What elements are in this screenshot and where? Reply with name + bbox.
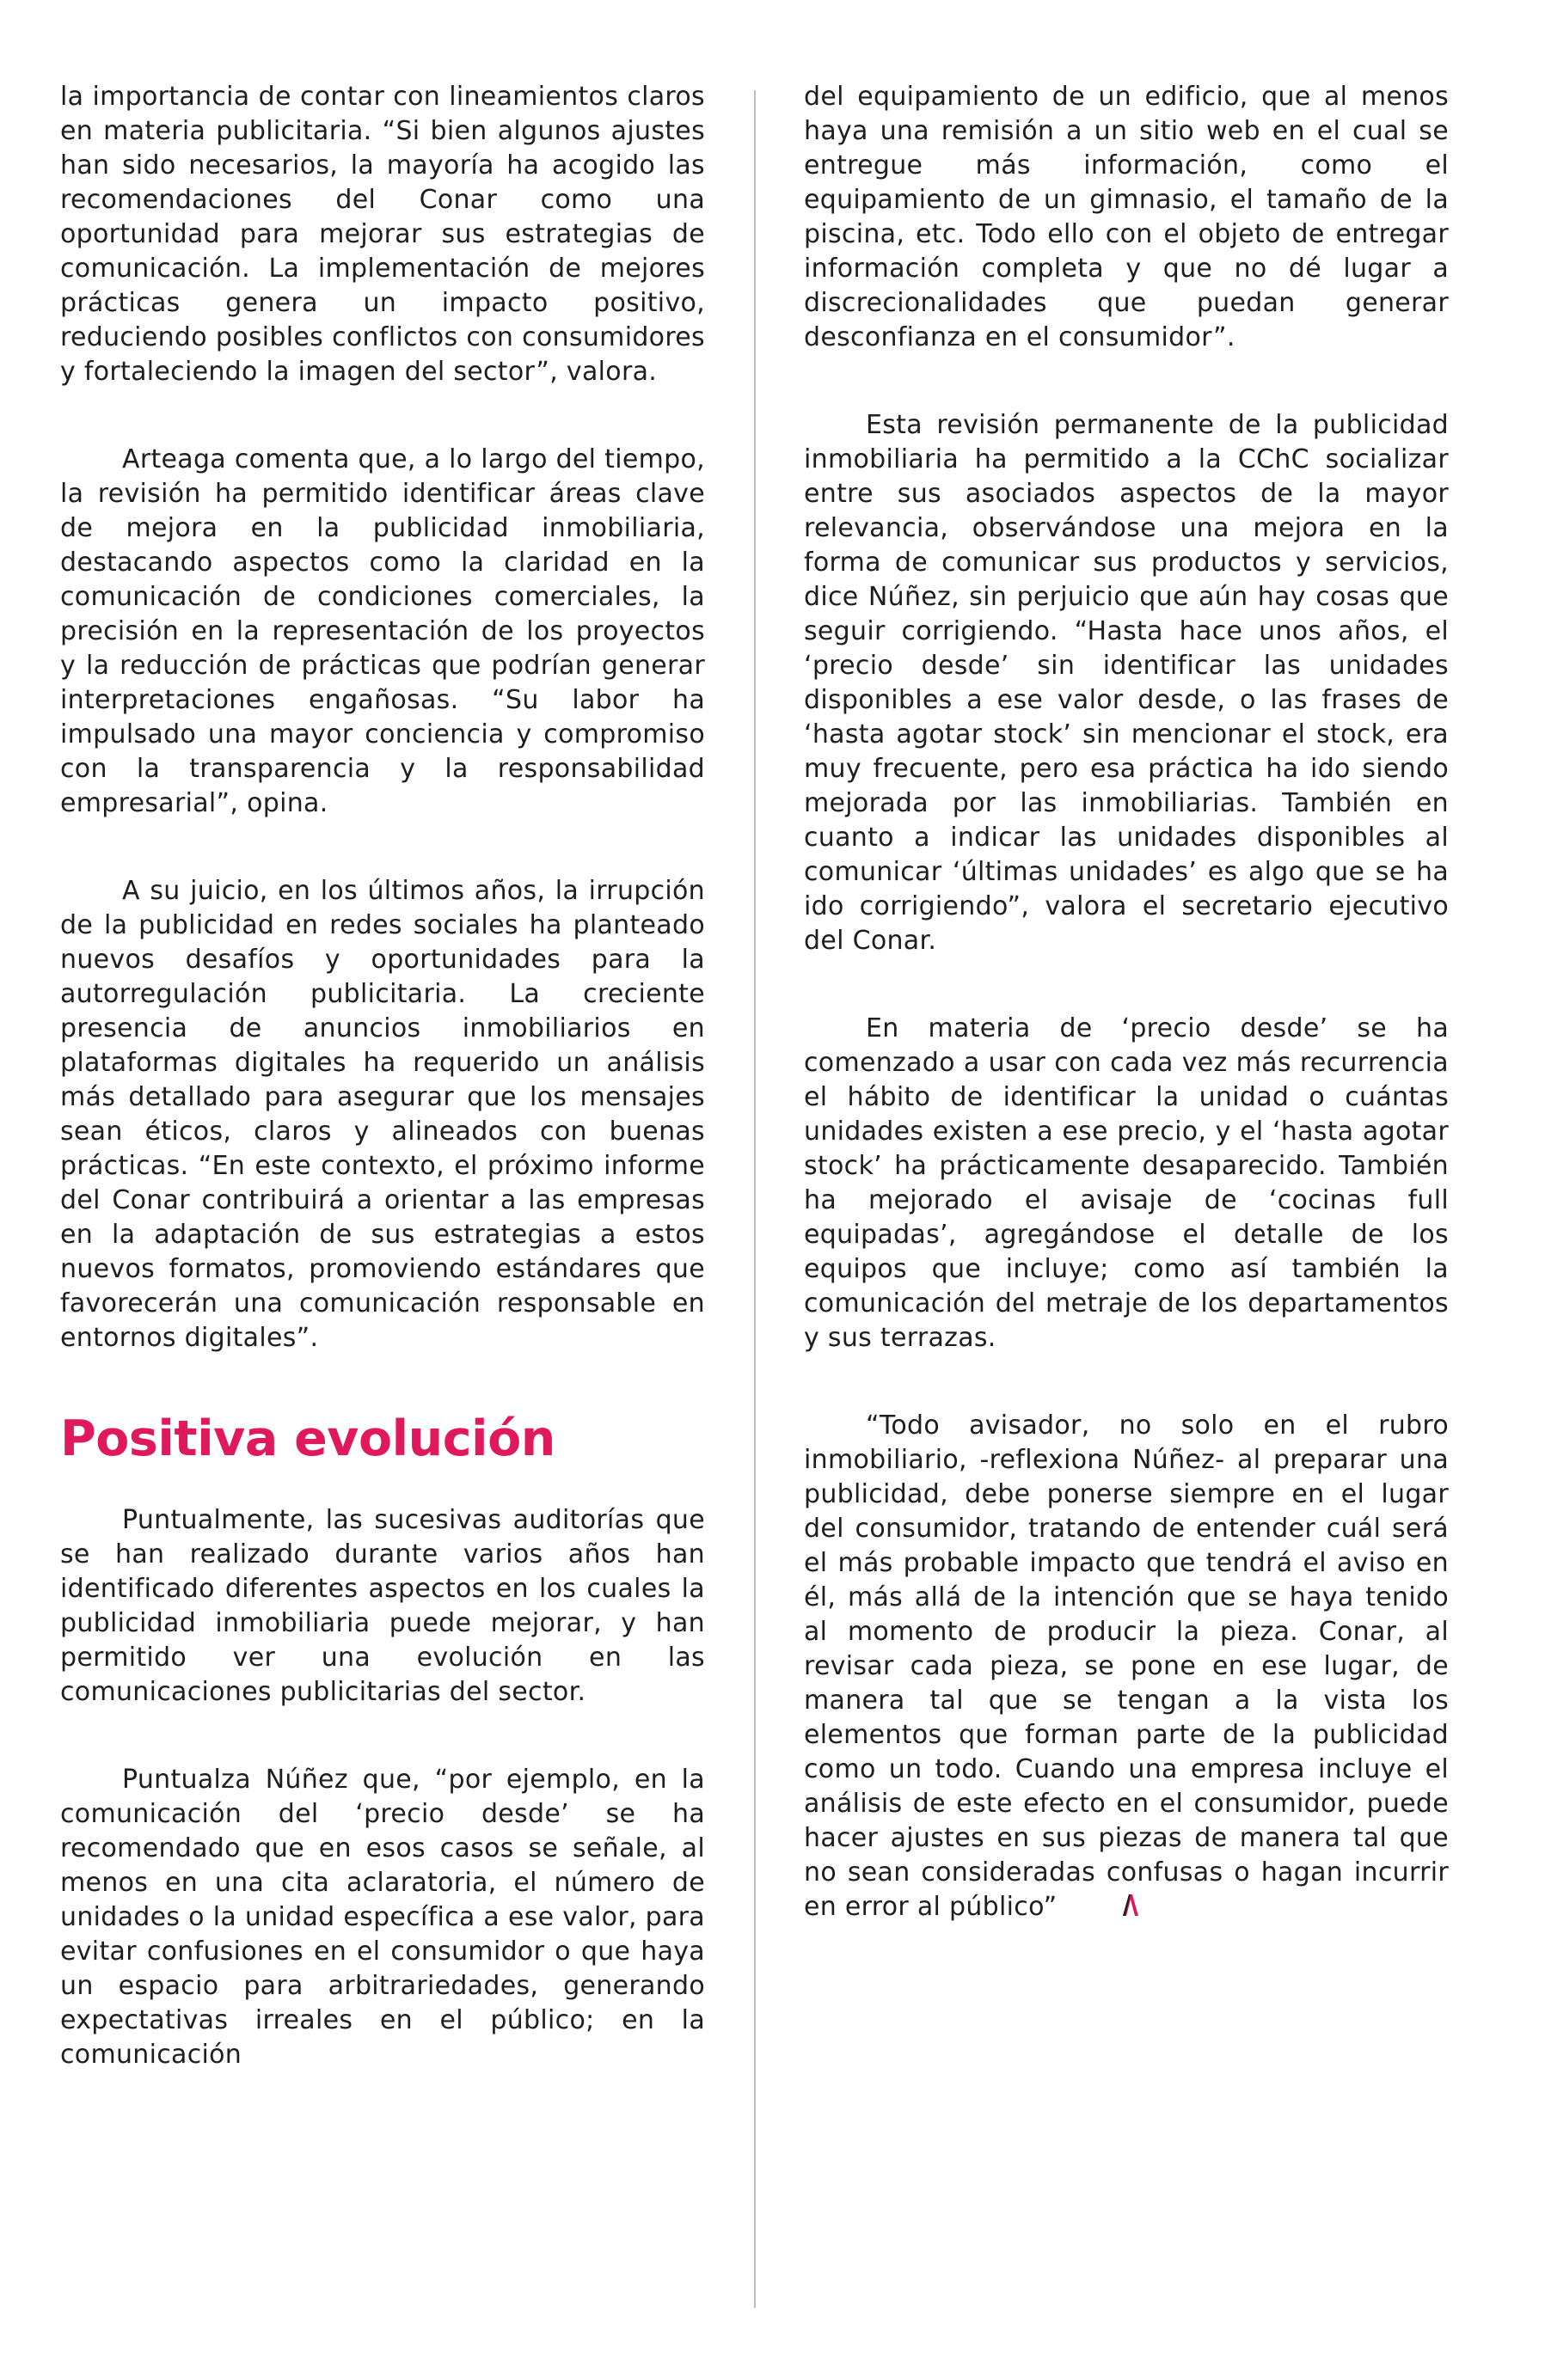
paragraph: En materia de ‘precio desde’ se ha comenzado a usar con cada vez más recurrencia el hábito de identificar la unidad o cuántas unidades existen a ese precio, y el ‘hasta agotar stock’ ha prácticamente desaparecido. También ha mejorado el avisaje de ‘cocinas full equipadas’, agregándose el detalle de los equipos que incluye; como así también la comunicación del metraje de los departamentos y sus terrazas. [804, 1013, 1449, 1353]
paragraph: del equipamiento de un edificio, que al menos haya una remisión a un sitio web en el cual se entregue más información, como el equipamiento de un gimnasio, el tamaño de la piscina, etc. Todo ello con el objeto de entregar información completa y que no dé lugar a discrecionalidades que puedan generar desconfianza en el consumidor”. [804, 82, 1449, 352]
paragraph: Puntualza Núñez que, “por ejemplo, en la comunicación del ‘precio desde’ se ha recomendado que en esos casos se señale, al menos en una cita aclaratoria, el número de unidades o la unidad específica a ese valor, para evitar confusiones en el consumidor o que haya un espacio para arbitrariedades, generando expectativas irreales en el público; en la comunicación [60, 1765, 705, 2070]
closing-paragraph [804, 1409, 1449, 1926]
paragraph: Puntualmente, las sucesivas auditorías que se han realizado durante varios años han identificado diferentes aspectos en los cuales la publicidad inmobiliaria puede mejorar, y han permitido ver una evolución en las comunicaciones publicitarias del sector. [60, 1505, 705, 1707]
paragraph: A su juicio, en los últimos años, la irrupción de la publicidad en redes sociales ha planteado nuevos desafíos y oportunidades para la autorregulación publicitaria. La creciente presencia de anuncios inmobiliarios en plataformas digitales ha requerido un análisis más detallado para asegurar que los mensajes sean éticos, claros y alineados con buenas prácticas. “En este contexto, el próximo informe del Conar contribuirá a orientar a las empresas en la adaptación de sus estrategias a estos nuevos formatos, promoviendo estándares que favorecerán una comunicación responsable en entornos digitales”. [60, 876, 705, 1353]
closing-paragraph-text: “Todo avisador, no solo en el rubro inmobiliario, -reflexiona Núñez- al preparar una publicidad, debe ponerse siempre en el lugar del consumidor, tratando de entender cuál será el más probable impacto que tendrá el aviso en él, más allá de la intención que se haya tenido al momento de producir la pieza. Conar, al revisar cada pieza, se pone en ese lugar, de manera tal que se tengan a la vista los elementos que forman parte de la publicidad como un todo. Cuando una empresa incluye el análisis de este efecto en el consumidor, puede hacer ajustes en sus piezas de manera tal que no sean consideradas confusas o hagan incurrir en error al público” [804, 1410, 1449, 1922]
right-column [804, 80, 1449, 1979]
column-divider [754, 90, 756, 2308]
paragraph: Esta revisión permanente de la publicidad inmobiliaria ha permitido a la CChC socializar entre sus asociados aspectos de la mayor relevancia, observándose una mejora en la forma de comunicar sus productos y servicios, dice Núñez, sin perjuicio que aún hay cosas que seguir corrigiendo. “Hasta hace unos años, el ‘precio desde’ sin identificar las unidades disponibles a ese valor desde, o las frases de ‘hasta agotar stock’ sin mencionar el stock, era muy frecuente, pero esa práctica ha ido siendo mejorada por las inmobiliarias. También en cuanto a indicar las unidades disponibles al comunicar ‘últimas unidades’ es algo que se ha ido corrigiendo”, valora el secretario ejecutivo del Conar. [804, 410, 1449, 956]
left-column [60, 80, 705, 2126]
paragraph: Arteaga comenta que, a lo largo del tiempo, la revisión ha permitido identificar áreas clave de mejora en la publicidad inmobiliaria, destacando aspectos como la claridad en la comunicación de condiciones comerciales, la precisión en la representación de los proyectos y la reducción de prácticas que podrían generar interpretaciones engañosas. “Su labor ha impulsado una mayor conciencia y compromiso con la transparencia y la responsabilidad empresarial”, opina. [60, 444, 705, 818]
section-heading: Positiva evolución [60, 1410, 555, 1467]
end-mark-icon [1059, 1892, 1140, 1926]
paragraph: la importancia de contar con lineamientos claros en materia publicitaria. “Si bien algunos ajustes han sido necesarios, la mayoría ha acogido las recomendaciones del Conar como una oportunidad para mejorar sus estrategias de comunicación. La implementación de mejores prácticas genera un impacto positivo, reduciendo posibles conflictos con consumidores y fortaleciendo la imagen del sector”, valora. [60, 82, 705, 387]
